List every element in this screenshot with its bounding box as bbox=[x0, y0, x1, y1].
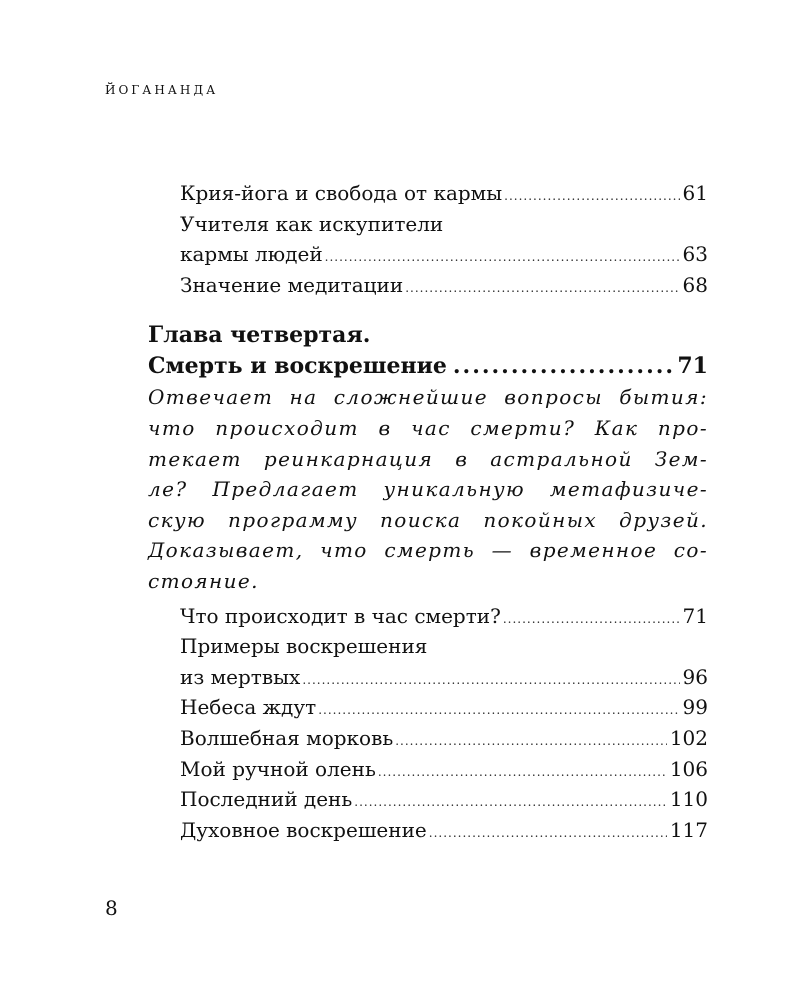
toc-entry[interactable] bbox=[148, 178, 708, 209]
toc-entry-title: из мертвых bbox=[180, 664, 301, 689]
annotation-line: скую программу поиска покойных друзей. bbox=[148, 507, 708, 532]
toc-entry-page: 63 bbox=[682, 242, 708, 267]
toc-entry-title: Значение медитации bbox=[180, 272, 404, 297]
annotation-line: ле? Предлагает уникальную метафизиче- bbox=[148, 477, 708, 502]
toc-entry[interactable] bbox=[148, 662, 708, 693]
chapter-heading[interactable] bbox=[148, 320, 708, 382]
toc-entry[interactable] bbox=[148, 784, 708, 815]
annotation-line: что происходит в час смерти? Как про- bbox=[148, 415, 708, 440]
dot-leader bbox=[318, 695, 679, 726]
dot-leader bbox=[325, 242, 680, 273]
chapter-number: Глава четвертая. bbox=[148, 322, 371, 349]
toc-entry-title-line1: Примеры воскрешения bbox=[180, 634, 428, 659]
annotation-line: стояние. bbox=[148, 568, 259, 593]
toc-entry-title: Что происходит в час смерти? bbox=[180, 603, 501, 628]
toc-entry-title: Мой ручной олень bbox=[180, 756, 376, 781]
dot-leader bbox=[405, 273, 679, 304]
page-number: 8 bbox=[105, 896, 118, 920]
toc-entry-page: 71 bbox=[682, 603, 708, 628]
running-head: ЙОГАНАНДА bbox=[105, 83, 219, 97]
toc-entry-page: 102 bbox=[669, 725, 708, 750]
toc-entry-page: 117 bbox=[669, 817, 708, 842]
toc-entry[interactable] bbox=[148, 270, 708, 301]
toc-entry-title: Духовное воскрешение bbox=[180, 817, 427, 842]
dot-leader bbox=[453, 351, 673, 382]
chapter-page: 71 bbox=[677, 353, 708, 380]
toc-entry[interactable] bbox=[148, 723, 708, 754]
toc-entry-title: Последний день bbox=[180, 787, 353, 812]
toc-entry-title-line1: Учителя как искупители bbox=[180, 211, 444, 236]
toc-entry[interactable] bbox=[148, 239, 708, 270]
dot-leader bbox=[378, 757, 667, 788]
toc-entry-page: 68 bbox=[682, 272, 708, 297]
dot-leader bbox=[354, 787, 667, 818]
annotation-line: Отвечает на сложнейшие вопросы бытия: bbox=[148, 385, 708, 410]
annotation-line: Доказывает, что смерть — временное со- bbox=[148, 538, 708, 563]
toc-entry-title: Волшебная морковь bbox=[180, 725, 394, 750]
toc-entry[interactable] bbox=[148, 815, 708, 846]
toc-entry[interactable] bbox=[148, 601, 708, 632]
toc-entry-title: Крия-йога и свобода от кармы bbox=[180, 181, 503, 205]
toc-entry-page: 110 bbox=[669, 787, 708, 812]
dot-leader bbox=[504, 181, 679, 212]
chapter-annotation bbox=[148, 382, 708, 596]
dot-leader bbox=[302, 665, 679, 696]
toc-entry[interactable] bbox=[148, 692, 708, 723]
toc-entry-page: 61 bbox=[682, 181, 708, 205]
annotation-line: текает реинкарнация в астральной Зем- bbox=[148, 446, 708, 471]
toc-entry-page: 96 bbox=[682, 664, 708, 689]
toc-entry-page: 106 bbox=[669, 756, 708, 781]
toc-entry-page: 99 bbox=[682, 695, 708, 720]
toc-entry[interactable] bbox=[148, 754, 708, 785]
dot-leader bbox=[503, 604, 680, 635]
table-of-contents bbox=[148, 178, 708, 845]
dot-leader bbox=[395, 726, 667, 757]
toc-entry-title: кармы людей bbox=[180, 242, 323, 267]
dot-leader bbox=[429, 818, 667, 849]
toc-entry-title: Небеса ждут bbox=[180, 695, 317, 720]
chapter-title: Смерть и воскрешение bbox=[148, 353, 447, 380]
